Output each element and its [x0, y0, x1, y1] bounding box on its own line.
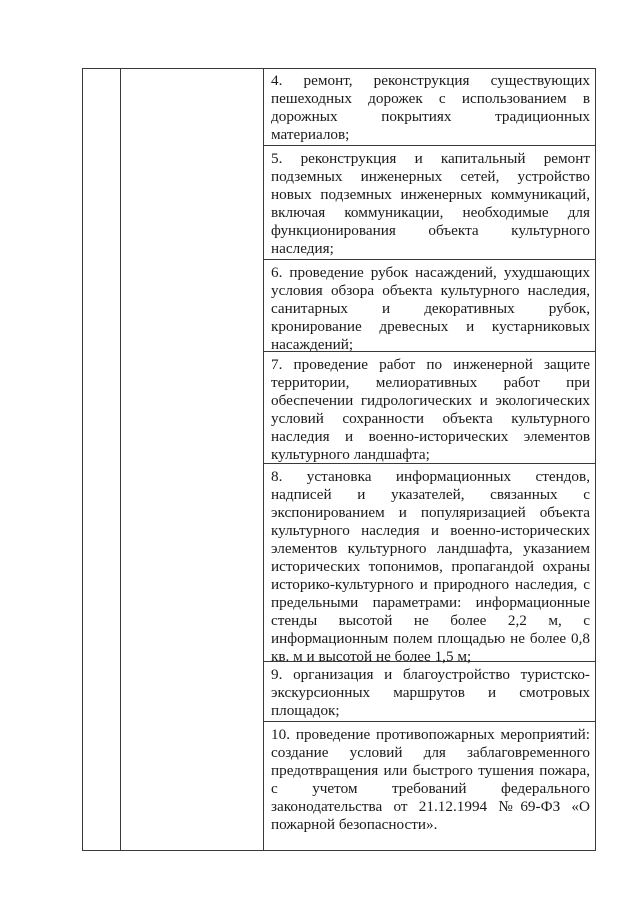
text-line: условий сохранности объекта культурного [271, 410, 590, 427]
text-line: новых подземных инженерных коммуникаций, [271, 186, 590, 203]
text-line: стенды высотой не более 2,2 м, с [271, 612, 590, 629]
list-item [263, 72, 596, 144]
text-line: условия обзора объекта культурного наследия, [271, 282, 590, 299]
text-line: с учетом требований федерального [271, 780, 590, 797]
text-line: 8. установка информационных стендов, [271, 468, 590, 485]
text-line: историко-культурного и природного наследия, с [271, 576, 590, 593]
text-line: надписей и указателей, связанных с [271, 486, 590, 503]
text-line: включая коммуникации, необходимые для [271, 204, 590, 221]
list-item [263, 356, 596, 464]
text-line: обеспечении гидрологических и экологических [271, 392, 590, 409]
text-line: пожарной безопасности». [271, 816, 438, 833]
text-line: территории, мелиоративных работ при [271, 374, 590, 391]
list-item [263, 666, 596, 720]
text-line: подземных инженерных сетей, устройство [271, 168, 590, 185]
text-line: предотвращения или быстрого тушения пожара, [271, 762, 590, 779]
text-line: площадок; [271, 702, 340, 719]
text-line: культурного наследия и военно-исторических [271, 522, 590, 539]
list-item [263, 264, 596, 354]
text-line: наследия и военно-исторических элементов [271, 428, 590, 445]
list-item [263, 468, 596, 666]
list-item [263, 726, 596, 834]
text-line: предельными параметрами: информационные [271, 594, 590, 611]
text-line: наследия; [271, 240, 334, 257]
row-separator [263, 259, 596, 260]
text-line: законодательства от 21.12.1994 №69-ФЗ «О [271, 798, 590, 815]
text-line: 10. проведение противопожарных мероприятий: [271, 726, 590, 743]
text-line: экспонированием и популяризацией объекта [271, 504, 590, 521]
text-line: функционирования объекта культурного [271, 222, 590, 239]
text-line: экскурсионных маршрутов и смотровых [271, 684, 590, 701]
text-line: 7. проведение работ по инженерной защите [271, 356, 590, 373]
text-line: 6. проведение рубок насаждений, ухудшающих [271, 264, 590, 281]
text-line: культурного ландшафта; [271, 446, 430, 463]
column-divider [120, 69, 121, 850]
text-line: 5. реконструкция и капитальный ремонт [271, 150, 590, 167]
row-separator [263, 145, 596, 146]
text-line: материалов; [271, 126, 350, 143]
text-line: пешеходных дорожек с использованием в [271, 90, 590, 107]
row-separator [263, 721, 596, 722]
text-line: 4. ремонт, реконструкция существующих [271, 72, 590, 89]
text-line: создание условий для заблаговременного [271, 744, 590, 761]
text-line: элементов культурного ландшафта, указанием [271, 540, 590, 557]
list-item [263, 150, 596, 258]
text-line: санитарных и декоративных рубок, [271, 300, 590, 317]
text-line: исторических топонимов, пропагандой охраны [271, 558, 590, 575]
text-line: 9. организация и благоустройство туристско- [271, 666, 590, 683]
text-line: информационным полем площадью не более 0,8 [271, 630, 590, 647]
text-line: кв. м и высотой не более 1,5 м; [271, 648, 472, 665]
text-line: насаждений; [271, 336, 354, 353]
text-line: дорожных покрытиях традиционных [271, 108, 590, 125]
text-line: кронирование древесных и кустарниковых [271, 318, 590, 335]
